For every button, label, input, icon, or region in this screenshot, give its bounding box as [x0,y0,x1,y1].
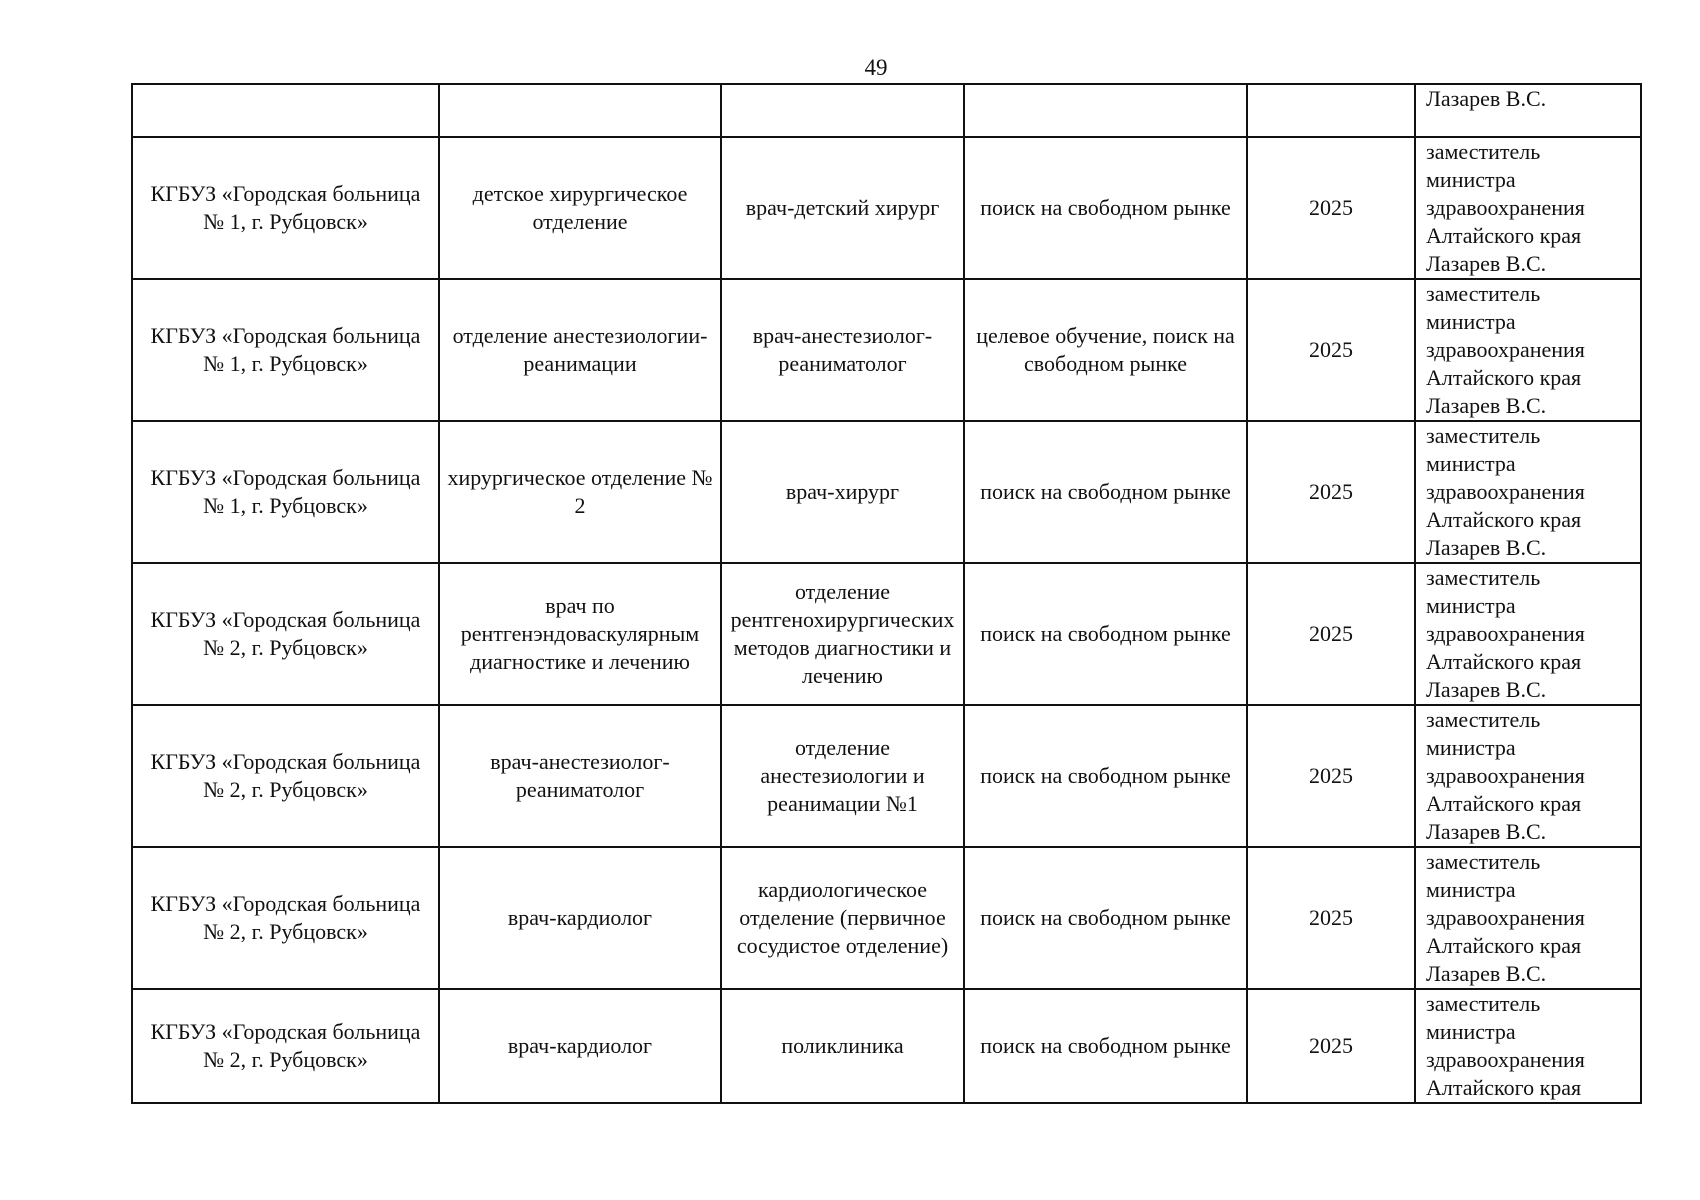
cell-col3: кардиологическое отделение (первичное сосудистое отделение) [721,847,964,989]
responsible-line: заместитель [1426,139,1541,164]
responsible-line: министра [1426,593,1516,618]
responsible-line: заместитель [1426,707,1541,732]
cell-organization: КГБУЗ «Городская больница № 2, г. Рубцовск» [132,989,439,1103]
responsible-line: Алтайского края [1426,365,1582,390]
responsible-line: Лазарев В.С. [1426,961,1547,986]
table-row [132,279,1641,421]
table-row [132,705,1641,847]
responsible-line: Лазарев В.С. [1426,535,1547,560]
responsible-line: здравоохранения [1426,621,1585,646]
cell-col3: отделение рентгенохирургических методов диагностики и лечению [721,563,964,705]
responsible-line: министра [1426,735,1516,760]
cell-organization: КГБУЗ «Городская больница № 1, г. Рубцовск» [132,421,439,563]
cell-method: поиск на свободном рынке [964,421,1247,563]
responsible-line: заместитель [1426,849,1541,874]
cell-col2: детское хирургическое отделение [439,137,721,279]
staffing-table [131,83,1642,1104]
cell-method: поиск на свободном рынке [964,137,1247,279]
cell-organization: КГБУЗ «Городская больница № 1, г. Рубцовск» [132,279,439,421]
cell-organization: КГБУЗ «Городская больница № 1, г. Рубцовск» [132,137,439,279]
cell-col2: хирургическое отделение № 2 [439,421,721,563]
cell-method: целевое обучение, поиск на свободном рынке [964,279,1247,421]
cell-col3: врач-анестезиолог-реаниматолог [721,279,964,421]
cell-method [964,84,1247,137]
responsible-line: министра [1426,167,1516,192]
cell-year: 2025 [1247,847,1415,989]
responsible-line: Алтайского края [1426,1075,1582,1100]
responsible-line: Лазарев В.С. [1426,393,1547,418]
responsible-line: здравоохранения [1426,337,1585,362]
responsible-line: Алтайского края [1426,791,1582,816]
responsible-line: министра [1426,1019,1516,1044]
cell-year: 2025 [1247,563,1415,705]
cell-col3: отделение анестезиологии и реанимации №1 [721,705,964,847]
responsible-line: министра [1426,309,1516,334]
responsible-line: Алтайского края [1426,223,1582,248]
cell-responsible [1415,137,1641,279]
cell-col2: врач-кардиолог [439,989,721,1103]
cell-year: 2025 [1247,989,1415,1103]
cell-responsible [1415,705,1641,847]
cell-responsible [1415,847,1641,989]
table-row [132,847,1641,989]
page-number: 49 [864,55,888,80]
responsible-line: Алтайского края [1426,933,1582,958]
cell-col3: врач-детский хирург [721,137,964,279]
responsible-line: министра [1426,451,1516,476]
cell-year: 2025 [1247,279,1415,421]
cell-method: поиск на свободном рынке [964,989,1247,1103]
table-row [132,421,1641,563]
cell-col3 [721,84,964,137]
cell-method: поиск на свободном рынке [964,563,1247,705]
cell-organization: КГБУЗ «Городская больница № 2, г. Рубцовск» [132,705,439,847]
table-row [132,137,1641,279]
cell-col3: врач-хирург [721,421,964,563]
cell-responsible [1415,279,1641,421]
responsible-line: Лазарев В.С. [1426,677,1547,702]
responsible-line: Алтайского края [1426,649,1582,674]
cell-year [1247,84,1415,137]
responsible-line: Лазарев В.С. [1426,86,1547,111]
responsible-line: заместитель [1426,565,1541,590]
cell-col2: врач по рентгенэндоваскулярным диагностике и лечению [439,563,721,705]
cell-col2 [439,84,721,137]
responsible-line: министра [1426,877,1516,902]
table-row [132,563,1641,705]
responsible-line: здравоохранения [1426,763,1585,788]
cell-col3: поликлиника [721,989,964,1103]
cell-responsible [1415,421,1641,563]
cell-col2: отделение анестезиологии-реанимации [439,279,721,421]
cell-responsible [1415,84,1641,137]
responsible-line: Лазарев В.С. [1426,251,1547,276]
responsible-line: заместитель [1426,281,1541,306]
table-row-continuation [132,84,1641,137]
cell-year: 2025 [1247,705,1415,847]
cell-organization: КГБУЗ «Городская больница № 2, г. Рубцовск» [132,847,439,989]
responsible-line: здравоохранения [1426,195,1585,220]
cell-method: поиск на свободном рынке [964,847,1247,989]
cell-method: поиск на свободном рынке [964,705,1247,847]
cell-responsible [1415,563,1641,705]
cell-responsible [1415,989,1641,1103]
table-row [132,989,1641,1103]
cell-year: 2025 [1247,421,1415,563]
responsible-line: здравоохранения [1426,905,1585,930]
responsible-line: заместитель [1426,991,1541,1016]
cell-col2: врач-кардиолог [439,847,721,989]
cell-col2: врач-анестезиолог-реаниматолог [439,705,721,847]
responsible-line: Алтайского края [1426,507,1582,532]
responsible-line: здравоохранения [1426,1047,1585,1072]
cell-year: 2025 [1247,137,1415,279]
cell-organization: КГБУЗ «Городская больница № 2, г. Рубцовск» [132,563,439,705]
cell-organization [132,84,439,137]
responsible-line: Лазарев В.С. [1426,819,1547,844]
responsible-line: заместитель [1426,423,1541,448]
responsible-line: здравоохранения [1426,479,1585,504]
